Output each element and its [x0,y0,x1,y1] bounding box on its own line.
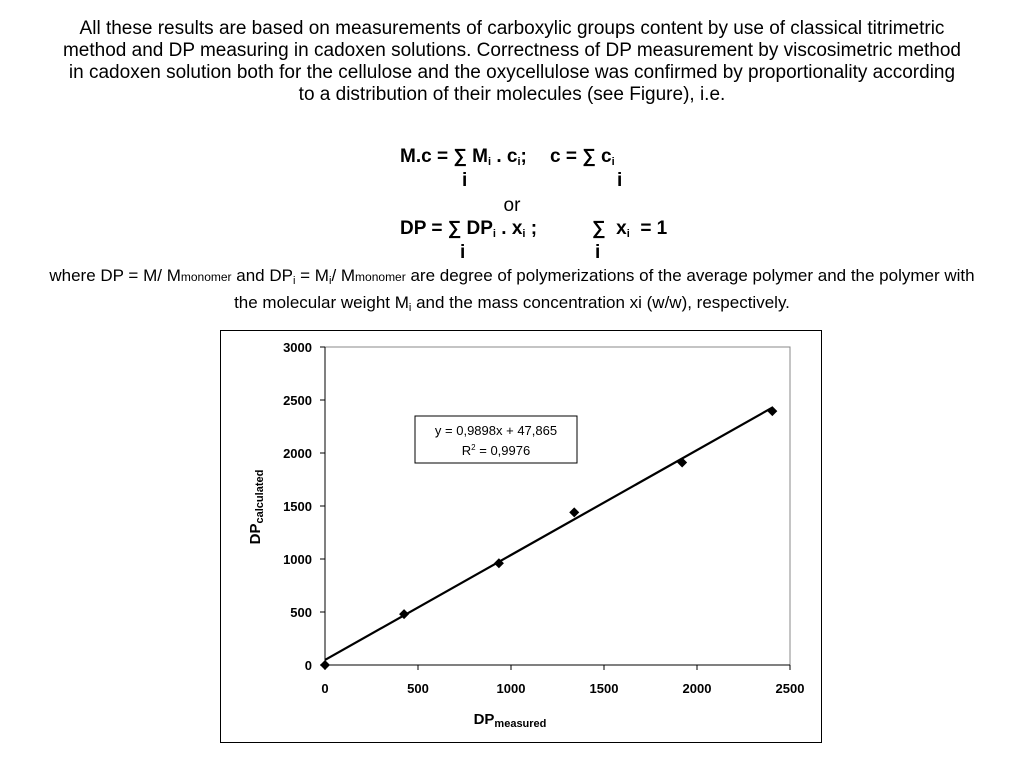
y-tick-label: 2500 [283,393,312,408]
y-tick-label: 1500 [283,499,312,514]
regression-equation: y = 0,9898x + 47,865 [434,423,558,438]
intro-paragraph: All these results are based on measurements of carboxylic groups content by use of classical titrimetric method and DP measuring in cadoxen solutions. Correctness of DP measurement by viscosimetric method in cadoxen solution both for the cellulose and the oxycellulose was confirmed by proportionality according to a distribution of their molecules (see Figure), i.e. [62,18,961,105]
sum-index-4: i [595,242,601,263]
or-separator: or [503,195,521,216]
formula-mass-concentration: M.c = ∑ $M_i$ . $c_i$; [400,146,527,168]
y-tick-label: 1000 [283,552,312,567]
y-tick-label: 500 [290,605,312,620]
definition-paragraph: where DP = M/ Mmonomer and $DP_i = M_i/$ Mmonomer are degree of polymerizations of the average polymer and the polymer with the molecular weight $M_i$ and the mass concentration xi (w/w), respectively. [49,266,975,314]
x-tick-label: 0 [321,681,329,696]
y-tick-label: 3000 [283,340,312,355]
x-axis-label: $DP_{measured}$ [473,711,547,730]
sum-index-2: i [617,170,623,191]
y-axis-label: $DP_{calculated}$ [247,469,266,545]
y-tick-label: 2000 [283,446,312,461]
x-tick-label: 2500 [775,681,805,696]
formula-mass-fraction-sum: ∑ $x_i = 1$ [592,218,668,240]
y-tick-label: 0 [304,658,312,673]
formula-concentration-sum: c = ∑ $c_i$ [550,146,615,168]
regression-box [415,416,577,463]
sum-index-3: i [460,242,466,263]
x-tick-label: 1500 [589,681,619,696]
x-tick-label: 1000 [496,681,526,696]
x-tick-label: 2000 [682,681,712,696]
sum-index-1: i [462,170,468,191]
r-squared: $R^2 = 0,9976$ [461,443,531,458]
dp-scatter-chart [220,330,822,744]
x-tick-label: 500 [407,681,429,696]
formula-dp-sum: DP = ∑ $DP_i$ . $x_i$ ; [400,218,538,240]
